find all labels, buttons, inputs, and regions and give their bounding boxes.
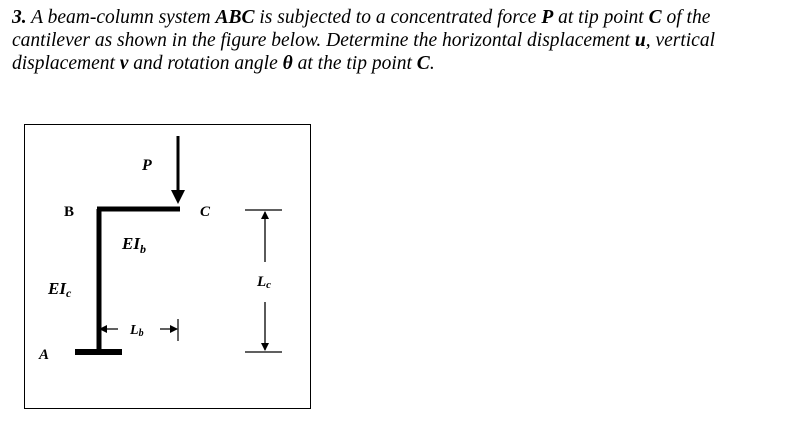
rotation-symbol: θ [282,53,293,74]
system-name: ABC [215,7,255,28]
problem-text: , vertical displacement [12,30,715,74]
label-eib [121,234,146,256]
label-lc [256,274,271,291]
problem-text: . [429,53,435,74]
point-symbol: C [416,53,430,74]
label-b: B [64,204,75,220]
problem-number: 3. [12,7,27,28]
lb-subscript: b [138,328,144,339]
label-eic [47,279,72,300]
problem-text: and rotation angle [128,53,283,74]
displacement-u-symbol: u [634,30,646,51]
point-symbol: C [648,7,662,28]
displacement-v-symbol: v [119,53,129,74]
problem-text: A beam-column system [26,7,216,28]
lc-subscript: c [266,279,272,291]
problem-text: at tip point [553,7,649,28]
lb-main: L [130,323,139,338]
eib-subscript: b [139,242,146,256]
lc-main: L [257,274,267,290]
problem-text: of the cantilever as shown in the figure below. Determine the horizontal displacement [12,7,711,51]
eic-main: EI [48,279,66,298]
problem-text: is subjected to a concentrated force [254,7,542,28]
eib-main: EI [122,234,140,253]
problem-text: at the tip point [292,53,417,74]
label-c: C [200,204,211,220]
label-lb [129,323,144,339]
force-arrowhead [171,190,185,204]
force-symbol: P [541,7,554,28]
label-a: A [39,347,50,363]
eic-subscript: c [65,286,72,300]
label-p: P [142,157,152,174]
